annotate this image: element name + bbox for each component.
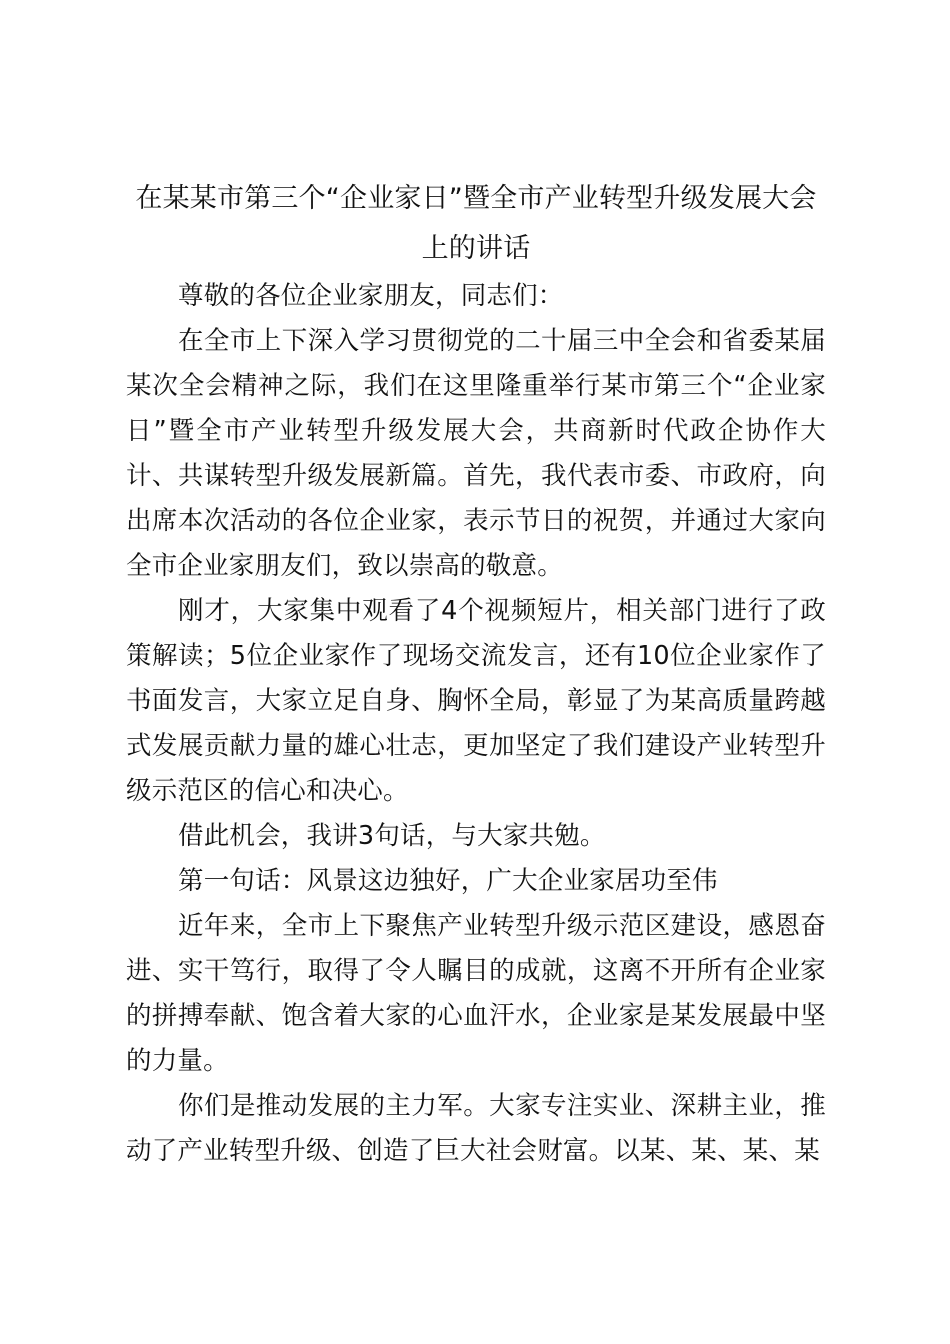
paragraph-intro: 借此机会，我讲3句话，与大家共勉。 bbox=[178, 821, 606, 851]
salutation: 尊敬的各位企业家朋友，同志们： bbox=[178, 281, 564, 311]
paragraph-achievements: 近年来，全市上下聚焦产业转型升级示范区建设，感恩奋进、实干笃行，取得了令人瞩目的成就，这离不开所有企业家的拼搏奉献、饱含着大家的心血汗水，企业家是某发展最中坚的力量。 bbox=[126, 911, 826, 1076]
paragraph-main-force: 你们是推动发展的主力军。大家专注实业、深耕主业，推动了产业转型升级、创造了巨大社会财富。以某、某、某、某 bbox=[126, 1091, 826, 1166]
paragraph-opening: 在全市上下深入学习贯彻党的二十届三中全会和省委某届某次全会精神之际，我们在这里隆重举行某市第三个“企业家日”暨全市产业转型升级发展大会，共商新时代政企协作大计、共谋转型升级发展新篇。首先，我代表市委、市政府，向出席本次活动的各位企业家，表示节日的祝贺，并通过大家向全市企业家朋友们，致以崇高的敬意。 bbox=[126, 326, 826, 581]
section-heading-1: 第一句话：风景这边独好，广大企业家居功至伟 bbox=[178, 866, 718, 896]
document-title: 在某某市第三个“企业家日”暨全市产业转型升级发展大会上的讲话 bbox=[135, 183, 817, 264]
document-body bbox=[126, 174, 826, 1174]
paragraph-review: 刚才，大家集中观看了4个视频短片，相关部门进行了政策解读；5位企业家作了现场交流发言，还有10位企业家作了书面发言，大家立足自身、胸怀全局，彰显了为某高质量跨越式发展贡献力量的雄心壮志，更加坚定了我们建设产业转型升级示范区的信心和决心。 bbox=[126, 596, 826, 806]
